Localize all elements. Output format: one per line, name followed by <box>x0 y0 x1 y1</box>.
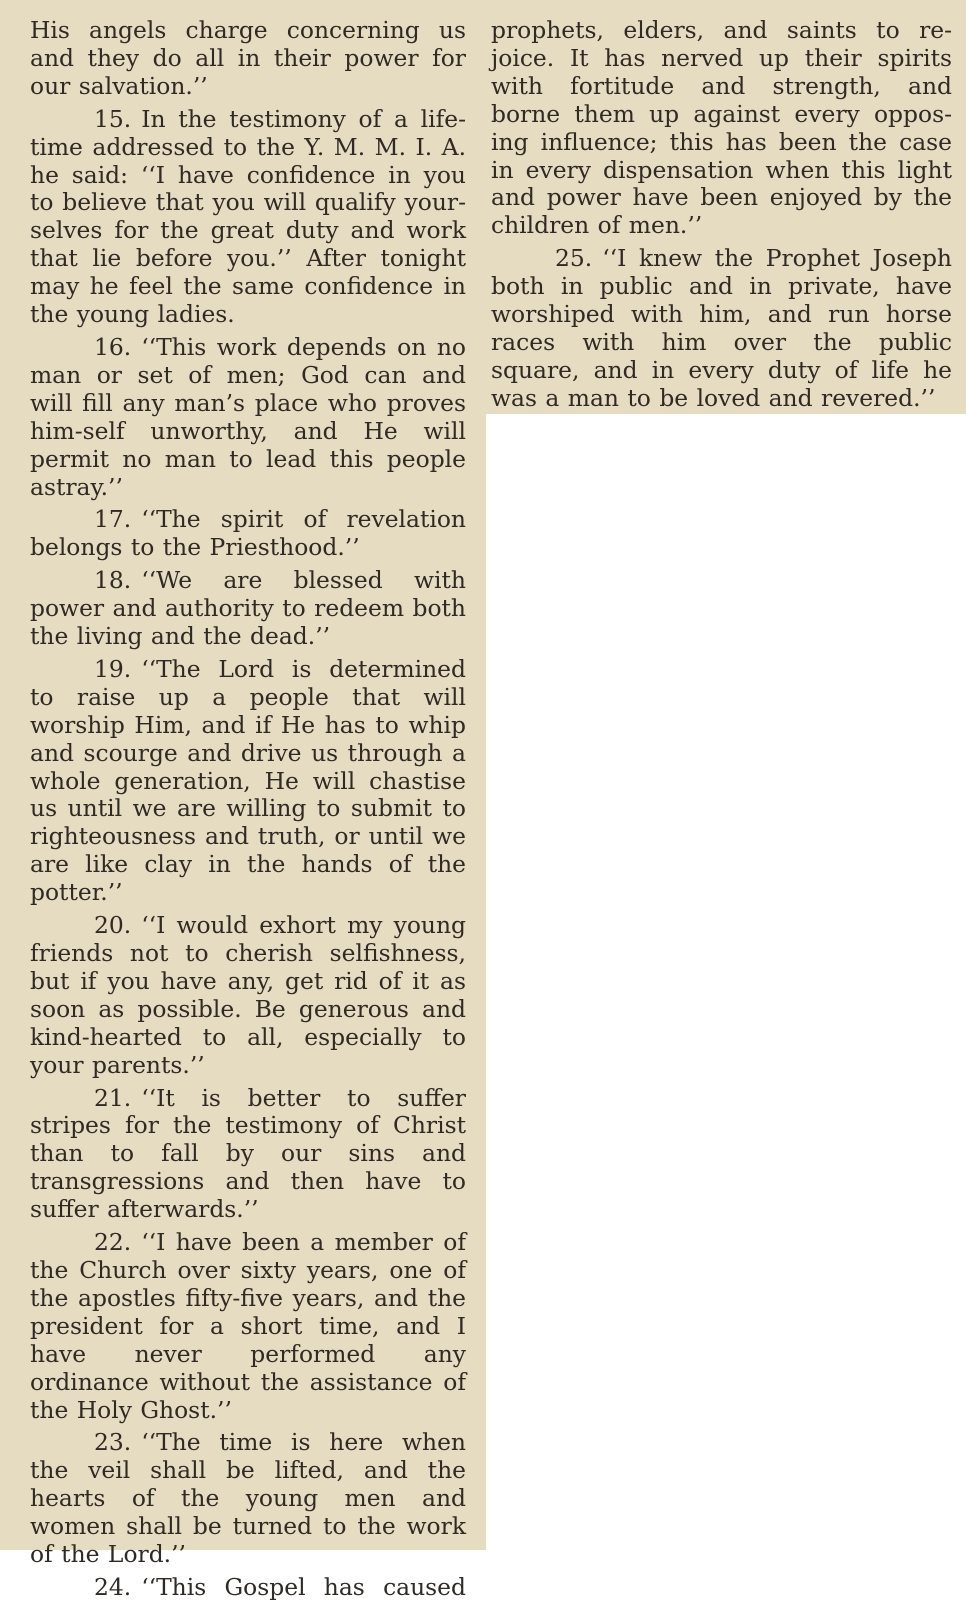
paragraph-number: 19. <box>94 654 132 683</box>
paragraph-24 <box>30 1574 466 1602</box>
paragraph-number: 21. <box>94 1083 132 1112</box>
paragraph-number: 25. <box>555 244 593 273</box>
paragraph-text: ‘‘This work depends on no man or set of men; God can and will fill any man’s place who proves him-self unworthy, and He will permit no man to lead this people astray.’’ <box>30 332 466 501</box>
paragraph-text: ‘‘We are blessed with power and authority to redeem both the living and the dead.’’ <box>30 566 466 651</box>
paragraph-text: ‘‘I have been a member of the Church over sixty years, one of the apostles fifty-five years, and the president for a short time, and I have never performed any ordinance without the assistance of the Holy Ghost.’’ <box>30 1228 466 1424</box>
paragraph-text: ‘‘The spirit of revelation belongs to the Priesthood.’’ <box>30 505 466 562</box>
paragraph-number: 15. <box>94 104 132 133</box>
paragraph-text: In the testimony of a life-time addressed to the Y. M. M. I. A. he said: ‘‘I have confidence in you to believe that you will qualify your-selves for the great duty and work that lie before you.’’ After tonight may he feel the same confidence in the young ladies. <box>30 104 466 329</box>
paragraph-20 <box>30 912 466 1079</box>
paragraph-number: 23. <box>94 1428 132 1457</box>
paragraph-text: ‘‘I would exhort my young friends not to cherish selfishness, but if you have any, get rid of it as soon as possible. Be generous and kind-hearted to all, especially to your parents.’’ <box>30 911 466 1079</box>
continuation-paragraph: prophets, elders, and saints to re-joice. It has nerved up their spirits with fortitude and strength, and borne them up against every oppos-ing influence; this has been the case in every dispensation when this light and power have been enjoyed by the children of men.’’ <box>491 16 952 240</box>
paragraph-text: ‘‘I knew the Prophet Joseph both in public and in private, have worshiped with him, and run horse races with him over the public square, and in every duty of life he was a man to be loved and revered.’’ <box>491 244 952 412</box>
paragraph-number: 17. <box>94 505 132 534</box>
paragraph-number: 18. <box>94 566 132 595</box>
paragraph-15 <box>30 106 466 329</box>
paragraph-25 <box>491 245 952 412</box>
paragraph-text: ‘‘It is better to suffer stripes for the testimony of Christ than to fall by our sins and transgressions and then have to suffer afterwards.’’ <box>30 1083 466 1224</box>
paragraph-number: 22. <box>94 1228 132 1257</box>
right-column <box>486 0 966 414</box>
paragraph-23 <box>30 1429 466 1569</box>
paragraph-19 <box>30 656 466 907</box>
paragraph-number: 16. <box>94 332 132 361</box>
paragraph-22 <box>30 1229 466 1424</box>
paragraph-text: ‘‘The time is here when the veil shall be lifted, and the hearts of the young men and women shall be turned to the work of the Lord.’’ <box>30 1428 466 1569</box>
paragraph-text: ‘‘This Gospel has caused <box>141 1572 466 1601</box>
paragraph-21 <box>30 1085 466 1225</box>
paragraph-number: 20. <box>94 911 132 940</box>
paragraph-number: 24. <box>94 1572 132 1601</box>
continuation-paragraph: His angels charge concerning us and they do all in their power for our salvation.’’ <box>30 16 466 100</box>
paragraph-16 <box>30 334 466 501</box>
paragraph-text: ‘‘The Lord is determined to raise up a people that will worship Him, and if He has to whip and scourge and drive us through a whole generation, He will chastise us until we are willing to submit to righteousness and truth, or until we are like clay in the hands of the potter.’’ <box>30 654 466 907</box>
paragraph-18 <box>30 567 466 651</box>
paragraph-17 <box>30 506 466 562</box>
